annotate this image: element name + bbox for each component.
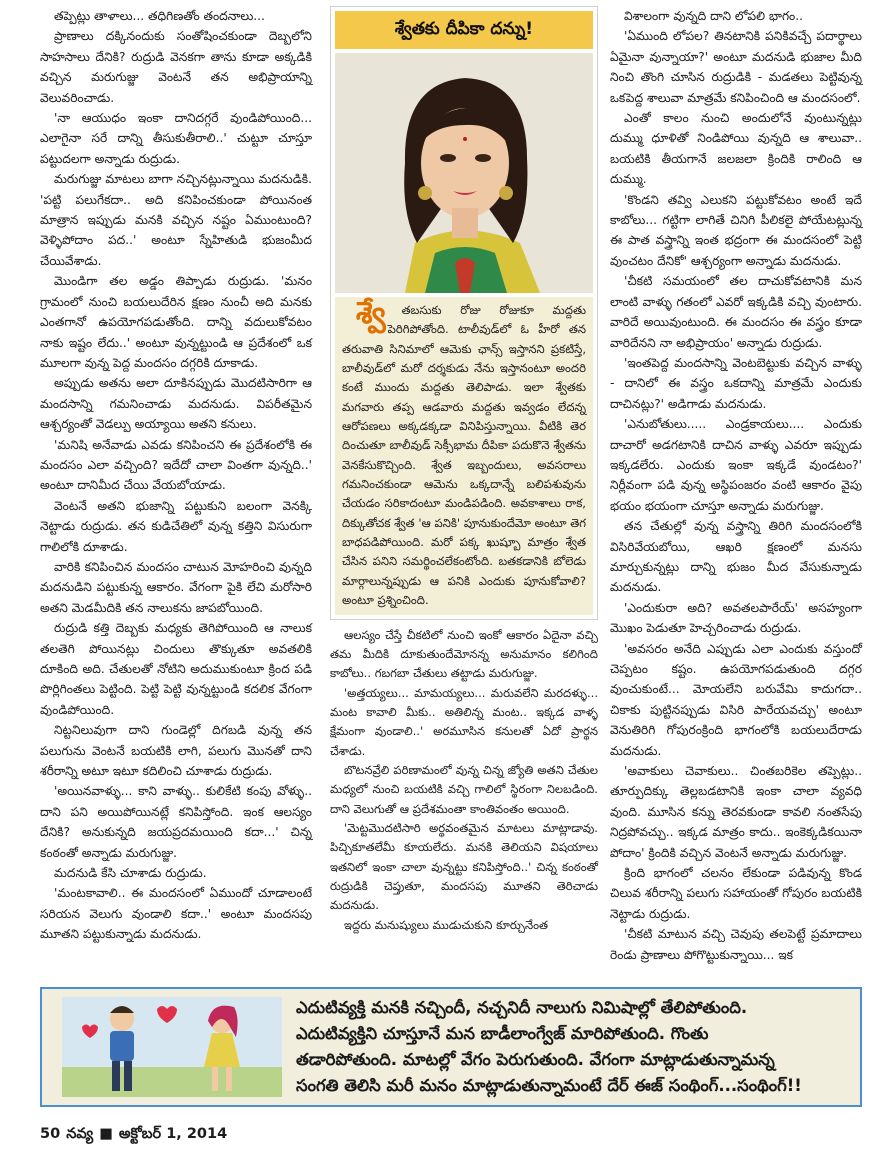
paragraph: 'మనిషి అనేవాడు ఎవడు కనిపించని ఈ ప్రదేశంలోకి ఈ మందసం ఎలా వచ్చింది? ఇదేదో చాలా వింతగా వున్నది..' అంటూ దానిమీద చేయి వేయబోయాడు.	[40, 437, 312, 493]
paragraph: 'అవసరం అనేది ఎప్పుడు ఎలా ఎందుకు వస్తుందో చెప్పటం కష్టం. ఉపయోగపడుతుంది దగ్గర వుంచుకుంటే... మోయలేని బరువేమి కాదుగదా.. చికాకు పుట్టినప్పుడు విసిరి పారేయవచ్చు' అంటూ వెనుతిరిగి గోపురంక్రింది భాగంలోకి బయలుదేరాడు మదనుడు.	[610, 641, 862, 758]
sidebar-title: శ్వేతకు దీపికా దన్ను!	[335, 11, 593, 49]
cartoon-couple-illustration	[62, 997, 282, 1097]
paragraph: వారికి కనిపించిన మందసం చాటున మోహరించి వున్నది మదనుడిని పట్టుకున్న ఆకారం. వేగంగా పైకి లేచి మరోసారి అతని మెడమీదికి తన నాలుకను జాపబోయింది.	[40, 559, 312, 615]
paragraph: బొటనవ్రేలి పరిణామంలో వున్న చిన్న జ్యోతి అతని చేతుల మధ్యలో నుంచి బయటికి వచ్చి గాలిలో స్థిరంగా నిలబడింది. దాని వెలుగుతో ఆ ప్రదేశమంతా కాంతివంతం అయింది.	[330, 762, 598, 816]
banner-line: ఎదుటివ్యక్తి మనకి నచ్చిందీ, నచ్చనిదీ నాలుగు నిమిషాల్లో తేలిపోతుంది.	[296, 998, 748, 1017]
page-number: 50	[40, 1126, 61, 1142]
paragraph: రుద్రుడి కత్తి దెబ్బకు మధ్యకు తెగిపోయింది ఆ నాలుక తలతెగి పోయినట్లు చిందులు తొక్కుతూ అవతలికి దూకింది అది. చేతులతో నోటిని అదుముకుంటూ క్రింద పడి పొర్లిగింతలు పెట్టింది. పెట్టి పెట్టి వున్నట్టుండి కదలిక వేగంగా వుండిపోయింది.	[40, 621, 312, 717]
paragraph: అప్పుడు అతను అలా దూకినప్పుడు మొదటిసారిగా ఆ మందసాన్ని గమనించాడు మదనుడు. విపరీతమైన ఆశ్చర్యంతో వెడల్పు అయ్యాయి అతని కనులు.	[40, 376, 312, 432]
banner-text	[296, 995, 852, 1099]
paragraph: క్రింది భాగంలో చలనం లేకుండా పడివున్న కొండ చిలువ శరీరాన్ని పలుగు సహాయంతో గోపురం బయటికి నెట్టాడు రుద్రుడు.	[610, 866, 862, 921]
paragraph: మరుగుజ్జు మాటలు బాగా నచ్చినట్లున్నాయి మదనుడికి. 'పట్టి పలుగేకదా.. అది కనిపించకుండా పోయినంత మాత్రాన ఇప్పుడు మనకి వచ్చిన నష్టం ఏముంటుంది? వెళ్ళిపోదాం పద..' అంటూ స్నేహితుడి భుజంమీద చేయివేశాడు.	[40, 172, 312, 268]
banner-line: తడారిపోతుంది. మాటల్లో వేగం పెరుగుతుంది. వేగంగా మాట్లాడుతున్నామన్న	[296, 1050, 775, 1069]
paragraph: 'ఎనుబోతులు..... ఎండ్రకాయలు.... ఎందుకు దాచారో అడగటానికి దాచిన వాళ్ళు ఎవరూ ఇప్పుడు ఇక్కడలేరు. ఎందుకు ఇంకా ఇక్కడే వుండటం?' నిర్లీవంగా పడి వున్న అస్థిపంజరం వంటి ఆకారం వైపు భయం భయంగా చూస్తూ అన్నాడు మరుగుజ్జు.	[610, 417, 862, 513]
paragraph: నిట్టనిలువుగా దాని గుండెల్లో దిగబడి వున్న తన పలుగును వెంటనే బయటికి లాగి, పలుగు మొనతో దాని శరీరాన్ని అటూ ఇటూ కదిలించి చూశాడు రుద్రుడు.	[40, 723, 312, 779]
paragraph: 'నా ఆయుధం ఇంకా దానిదగ్గరే వుండిపోయింది... ఎలాగైనా సరే దాన్ని తీసుకుతీరాలి..' చుట్టూ చూస్తూ పట్టుదలగా అన్నాడు రుద్రుడు.	[40, 111, 312, 166]
footer-bullet: ■	[99, 1126, 113, 1142]
column-left	[40, 6, 312, 945]
sidebar-story-text: తబసుకు రోజు రోజుకూ మద్దతు పెరిగిపోతోంది. టాలీవుడ్‌లో ఓ హీరో తన తరువాతి సినిమాలో ఆమెకు ఛాన్స్ ఇస్తానని ప్రకటిస్తే, బాలీవుడ్‌లో మరో దర్శకుడు నేను ఇస్తానంటూ అందరి కంటే ముందు మద్దతు తెలిపాడు. ఇలా శ్వేతకు మగవారు తప్ప ఆడవారు మద్దతు ఇవ్వడం లేదన్న ఆరోపణలు అక్కడక్కడా వినిపిస్తున్నాయి. వీటికి తెర దించుతూ బాలీవుడ్ సెక్సీభామ దీపికా పదుకొనె శ్వేతను వెనకేసుకొచ్చింది. శ్వేత ఇబ్బందులు, అవసరాలు గమనించకుండా ఆమెను ఒక్కదాన్నే బలిపశువును చేయడం సరికాదంటూ మండిపడింది. అవకాశాలు రాక, దిక్కుతోచక శ్వేత 'ఆ పనికి' పూనుకుందేమో అంటూ తెగ బాధపడిపోయింది. మరో పక్క ఖుష్బూ మాత్రం శ్వేత చేసిన పనిని సమర్థించలేకంటోంది. బతకడానికి బోలెడు మార్గాలున్నప్పుడు ఆ పనికి ఎందుకు పూనుకోవాలి? అంటూ ప్రశ్నించింది.	[342, 303, 586, 608]
paragraph: 'ఇంతపెద్ద మందసాన్ని వెంటబెట్టుకు వచ్చిన వాళ్ళు - దానిలో ఈ వస్త్రం ఒకదాన్ని మాత్రమే ఎందుకు దాచినట్లు?' అడిగాడు మదనుడు.	[610, 355, 862, 411]
banner-line: ఎదుటివ్యక్తిని చూస్తూనే మన బాడీలాంగ్వేజ్ మారిపోతుంది. గొంతు	[296, 1024, 709, 1043]
paragraph: వెంటనే అతని భుజాన్ని పట్టుకుని బలంగా వెనక్కి నెట్టాడు రుద్రుడు. తన కుడిచేతిలో వున్న కత్తిని విసురుగా గాలిలోకి దూశాడు.	[40, 498, 312, 554]
paragraph: మదనుడి కేసి చూశాడు రుద్రుడు.	[54, 866, 207, 881]
paragraph: తన చేతుల్లో వున్న వస్త్రాన్ని తిరిగి మందసంలోకి విసిరివేయబోయి, ఆఖరి క్షణంలో మనసు మార్చుకున్నట్లు దాన్ని భుజం మీద వేసుకున్నాడు మదనుడు.	[610, 519, 862, 595]
issue-date: అక్టోబర్ 1, 2014	[118, 1126, 228, 1142]
banner-line: సంగతి తెలిసి మరీ మనం మాట్లాడుతున్నామంటే దేర్ ఈజ్ సంథింగ్...సంథింగ్!!	[296, 1076, 802, 1095]
page-footer	[40, 1126, 233, 1146]
paragraph: 'చీకటి సమయంలో తల దాచుకోవటానికి మన లాంటి వాళ్ళు గతంలో ఎవరో ఇక్కడికి వచ్చి వుంటారు. వారిదే అయివుంటుంది. ఈ మందసం ఈ వస్త్రం కూడా వారిదేనని నా అభిప్రాయం' అన్నాడు రుద్రుడు.	[610, 274, 862, 350]
drop-cap: శ్వే	[356, 296, 386, 331]
paragraph: 'మంటకావాలి.. ఈ మందసంలో ఏముందో చూడాలంటే సరియన వెలుగు వుండాలి కదా..' అంటూ మందసపు మూతని పట్టుకున్నాడు మదనుడు.	[40, 886, 312, 942]
column-middle	[330, 6, 598, 935]
sidebar-box	[330, 6, 598, 620]
paragraph: 'అయినవాళ్ళు... కాని వాళ్ళు.. కులికేటి కంపు వోళ్ళు.. దాని పని అయిపోయినట్లే కనిపిస్తోంది. ఇంక ఆలస్యం దేనికి? అనుకున్నది జయప్రదమయింది కదా...' చిన్న కంఠంతో అన్నాడు మరుగుజ్జు.	[40, 784, 312, 860]
column-right	[610, 6, 862, 965]
paragraph: తప్పెట్లు తాళాలు... తధిగిణతోం తందనాలు...	[54, 9, 265, 23]
paragraph: ఇద్దరు మనుష్యులు ముడుచుకుని కూర్చునేంత	[344, 917, 549, 932]
column-middle-body	[330, 626, 598, 936]
paragraph: ప్రాణాలు దక్కినందుకు సంతోషించకుండా దెబ్బలోని సాహసాలు దేనికి? రుద్రుడి వెనకగా తాను కూడా అక్కడికి వచ్చిన మరుగుజ్జు వెంటనే తన అభిప్రాయాన్ని వెలువరించాడు.	[40, 29, 312, 105]
paragraph: 'అవాకులు చెవాకులు.. చింతబరికెల తప్పెట్లు.. తూర్పుదిక్కు తెల్లబడటానికి ఇంకా చాలా వ్యవధి వుంది. మూసిన కన్ను తెరవకుండా కావలి నంతసేపు నిద్రపోవచ్చు.. ఇక్కడ మాత్రం కాదు.. ఇంకెక్కడికయినా పోదాం' క్రిందికి వచ్చిన వెంటనే అన్నాడు మరుగుజ్జు.	[610, 764, 862, 860]
paragraph: 'మెట్టమొదటిసారి అర్థవంతమైన మాటలు మాట్లాడావు. పిచ్చికూతలేమీ కూయలేదు. మనకి తెలియని విషయాలు ఇతనిలో ఇంకా చాలా వున్నట్టు కనిపిస్తోంది..' చిన్న కంఠంతో రుద్రుడికి చెప్తుతూ, మందసపు మూతని తెరిచాడు మదనుడు.	[330, 820, 598, 913]
bottom-banner	[40, 987, 862, 1107]
paragraph: ఆలస్యం చేస్తే చీకటిలో నుంచి ఇంకో ఆకారం ఏదైనా వచ్చి తమ మీదికి దూకుతుందేమోనన్న అనుమానం కలిగింది కాబోలు.. గబగబా చేతులు తట్టాడు మరుగుజ్జు.	[330, 627, 598, 681]
woman-portrait-image	[335, 53, 593, 293]
cartoon-couple-icon	[62, 997, 282, 1097]
portrait-photo	[335, 53, 593, 293]
paragraph: 'అత్తయ్యలు... మామయ్యలు... మరువలేని మరదళ్ళు... మంట కావాలి మీకు.. అతిలిన్న మంట.. ఇక్కడ వాళ్ళ క్షేమంగా వుండాలి..' అరమూసిన కనులతో ఏదో ప్రార్థన చేశాడు.	[330, 685, 598, 758]
paragraph: ఎంతో కాలం నుంచి అందులోనే వుంటున్నట్లు దుమ్ము ధూళితో నిండిపోయి వున్నది ఆ శాలువా.. బయటికి తీయగానే జలజలా క్రిందికి రాలింది ఆ దుమ్ము.	[610, 111, 862, 187]
paragraph: 'కొండని తవ్వి ఎలుకని పట్టుకోవటం అంటే ఇదే కాబోలు... గట్టిగా లాగితే చినిగి పీలికలై పోయేటట్లున్న ఈ పాత వస్త్రాన్ని ఇంత భద్రంగా ఈ మందసంలో పెట్టి వుంచటం దేనికో' ఆశ్చర్యంగా అన్నాడు మదనుడు.	[610, 192, 862, 268]
paragraph: 'చీకటి మాటున వచ్చి చెవుపు తలపెట్టే ప్రమాదాలు రెండు ప్రాణాలు పోగొట్టుకున్నాయి... ఇక	[610, 927, 862, 962]
magazine-name: నవ్య	[66, 1126, 94, 1142]
paragraph: విశాలంగా వున్నది దాని లోపలి భాగం..	[624, 9, 803, 23]
paragraph: 'ఏముంది లోపల? తినటానికి పనికివచ్చే పదార్థాలు ఏమైనా వున్నాయా?' అంటూ మదనుడి భుజాల మీది నించి తొంగి చూసిన రుద్రుడికి - మడతలు పెట్టివున్న ఒకపెద్ద శాలువా మాత్రమే కనిపించింది ఆ మందసంలో.	[610, 29, 862, 105]
paragraph: 'ఎందుకురా అది? అవతలపారేయ్' అసహ్యంగా మొఖం పెడుతూ హెచ్చరించాడు రుద్రుడు.	[610, 600, 862, 636]
paragraph: మొండిగా తల అడ్డం తిప్పాడు రుద్రుడు. 'మనం గ్రామంలో నుంచి బయలుదేరిన క్షణం నుంచీ అది మనకు ఎంతగానో ఉపయోగపడుతోంది. దాన్ని వదులుకోవటం నాకు ఇష్టం లేదు..' అంటూ వున్నట్టుండి ఆ ప్రదేశంలో ఒక మూలగా వున్న పెద్ద మందసం దగ్గరికి దూకాడు.	[40, 274, 312, 370]
sidebar-story	[335, 297, 593, 615]
